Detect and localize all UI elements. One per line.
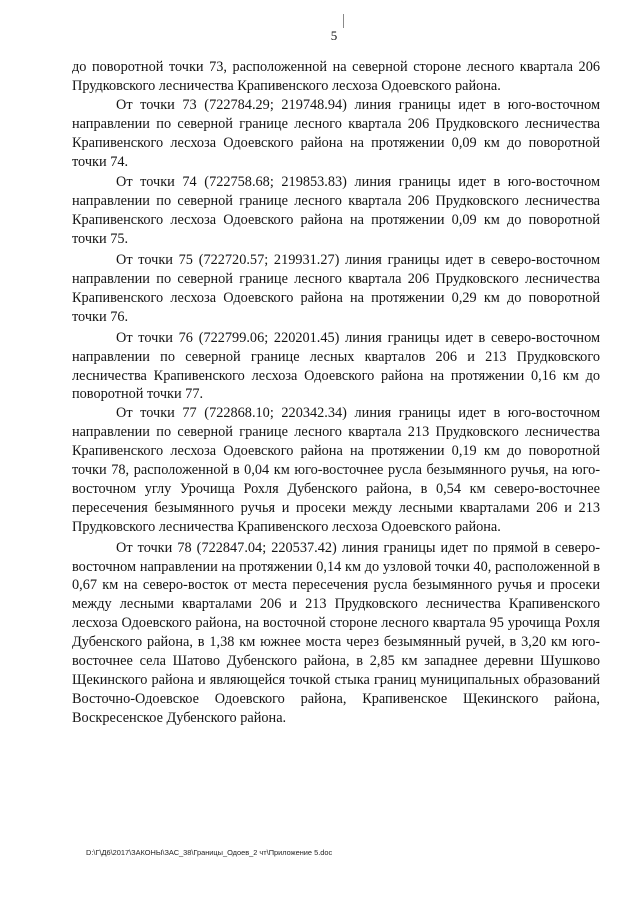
paragraph-point-73: От точки 73 (722784.29; 219748.94) линия границы идет в юго-восточном направлении по северной границе лесного квартала 206 Прудковского лесничества Крапивенского лесхоза Одоевского района на протяжении 0,09 км до поворотной точки 74.	[72, 96, 600, 170]
paragraph-point-76: От точки 76 (722799.06; 220201.45) линия границы идет в северо-восточном направлении по северной границе лесных кварталов 206 и 213 Прудковского лесничества Крапивенского лесхоза Одоевского района на протяжении 0,16 км до поворотной точки 77.	[72, 329, 600, 403]
paragraph-point-74: От точки 74 (722758.68; 219853.83) линия границы идет в юго-восточном направлении по северной границе лесного квартала 206 Прудковского лесничества Крапивенского лесхоза Одоевского района на протяжении 0,09 км до поворотной точки 75.	[72, 174, 600, 248]
paragraph-point-75: От точки 75 (722720.57; 219931.27) линия границы идет в северо-восточном направлении по северной границе лесного квартала 206 Прудковского лесничества Крапивенского лесхоза Одоевского района на протяжении 0,29 км до поворотной точки 76.	[72, 252, 600, 325]
paragraph-point-77: От точки 77 (722868.10; 220342.34) линия границы идет в юго-восточном направлении по северной границе лесного квартала 213 Прудковского лесничества Крапивенского лесхоза Одоевского района на протяжении 0,19 км до поворотной точки 78, расположенной в 0,04 км юго-восточнее русла безымянного ручья, на юго-восточном углу Урочища Рохля Дубенского района, в 0,54 км северо-восточнее пересечения безымянного ручья и просеки между лесными кварталами 206 и 213 Прудковского лесничества Крапивенского лесхоза Одоевского района.	[72, 405, 600, 535]
paragraph-continuation: до поворотной точки 73, расположенной на северной стороне лесного квартала 206 Прудковского лесничества Крапивенского лесхоза Одоевского района.	[72, 59, 600, 94]
margin-mark	[343, 14, 344, 28]
footer-file-path: D:\Г\Д6\2017\ЗАКОНЫ\ЗАС_38\Границы_Одоев_2 чт\Приложение 5.doc	[86, 848, 333, 857]
document-body	[72, 58, 600, 728]
paragraph-point-78: От точки 78 (722847.04; 220537.42) линия границы идет по прямой в северо-восточном направлении на протяжении 0,14 км до узловой точки 40, расположенной в 0,67 км на северо-восток от места пересечения русла безымянного ручья и просеки между лесными кварталами 206 и 213 Прудковского лесничества Крапивенского лесхоза Одоевского района, на восточной стороне лесного квартала 95 урочища Рохля Дубенского района, в 1,38 км южнее моста через безымянный ручей, в 3,20 км юго-восточнее села Шатово Дубенского района, в 2,85 км западнее деревни Шушково Щекинского района и являющейся точкой стыка границ муниципальных образований Восточно-Одоевское Одоевского района, Крапивенское Щекинского района, Воскресенское Дубенского района.	[72, 539, 600, 726]
page-number: 5	[330, 28, 338, 43]
